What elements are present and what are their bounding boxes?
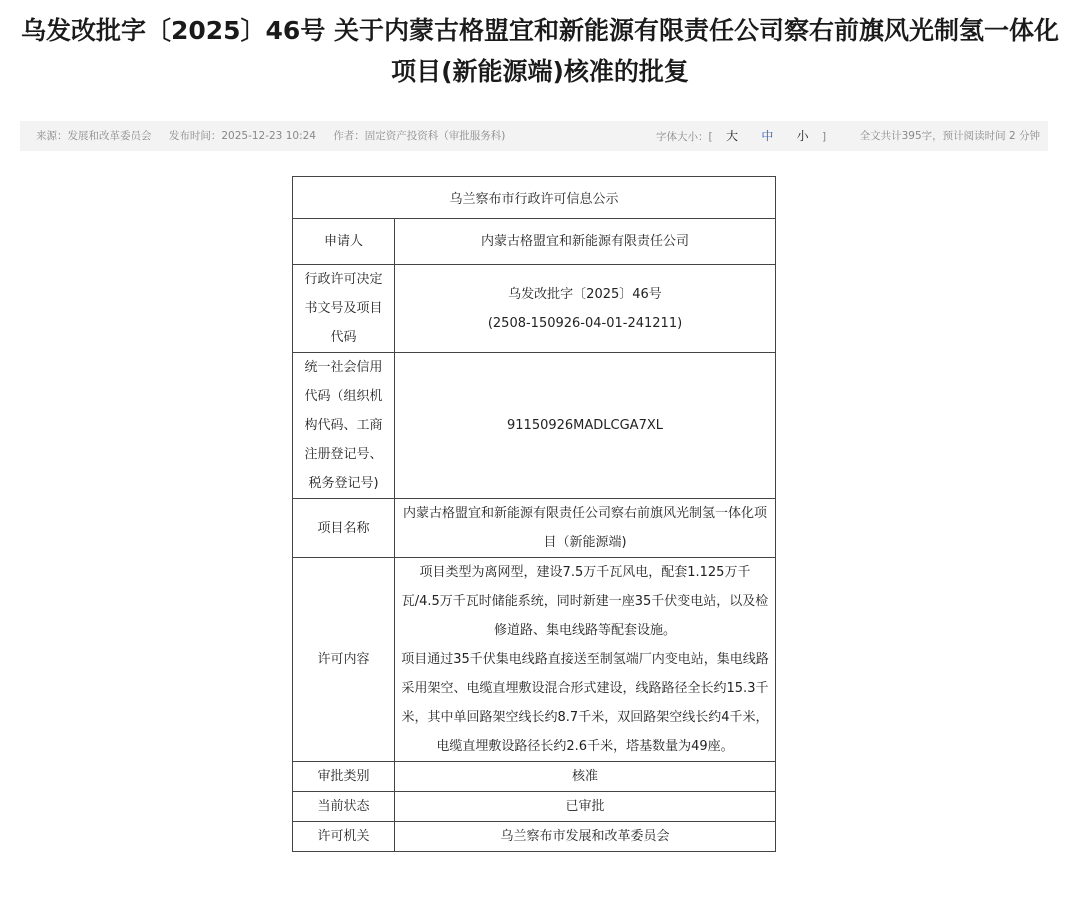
project-code-value: (2508-150926-04-01-241211) [487, 315, 683, 331]
table-header: 乌兰察布市行政许可信息公示 [293, 177, 776, 219]
decision-no-value: 乌发改批字〔2025〕46号 [508, 286, 662, 302]
table-header-row [293, 177, 776, 219]
meta-left-group [36, 121, 519, 151]
row-label-decision-no: 行政许可决定书文号及项目代码 [293, 265, 395, 353]
table-row-authority [293, 822, 776, 852]
permit-content-paragraph-2: 项目通过35千伏集电线路直接送至制氢端厂内变电站，集电线路采用架空、电缆直埋敷设混合形式建设，线路路径全长约15.3千米，其中单回路架空线长约8.7千米，双回路架空线长约4千米，电缆直埋敷设路径长约2.6千米，塔基数量为49座。 [401, 652, 769, 754]
meta-word-count: 全文共计395字，预计阅读时间 2 分钟 [859, 130, 1040, 142]
row-value-permit-content [395, 558, 776, 762]
row-value-applicant: 内蒙古格盟宜和新能源有限责任公司 [395, 219, 776, 265]
meta-source: 来源：发展和改革委员会 [36, 130, 152, 142]
font-size-close-bracket: ] [822, 131, 827, 143]
table-row-decision-no [293, 265, 776, 353]
meta-author: 作者：固定资产投资科（审批服务科) [333, 130, 506, 142]
row-value-status: 已审批 [395, 792, 776, 822]
font-size-label: 字体大小：[ [656, 131, 713, 143]
row-value-approval-type: 核准 [395, 762, 776, 792]
font-size-small-button[interactable]: 小 [796, 129, 809, 143]
row-label-permit-content: 许可内容 [293, 558, 395, 762]
font-size-switcher [656, 121, 826, 152]
permit-content-paragraph-1: 项目类型为离网型，建设7.5万千瓦风电，配套1.125万千瓦/4.5万千瓦时储能系统，同时新建一座35千伏变电站，以及检修道路、集电线路等配套设施。 [401, 565, 769, 638]
meta-publish-time: 发布时间：2025-12-23 10:24 [168, 130, 316, 142]
row-value-credit-code: 91150926MADLCGA7XL [395, 353, 776, 499]
table-row-permit-content [293, 558, 776, 762]
permit-info-table [292, 176, 776, 852]
row-label-applicant: 申请人 [293, 219, 395, 265]
table-row-applicant [293, 219, 776, 265]
article-title: 乌发改批字〔2025〕46号 关于内蒙古格盟宜和新能源有限责任公司察右前旗风光制氢一体化项目(新能源端)核准的批复 [20, 16, 1060, 86]
row-value-project-name: 内蒙古格盟宜和新能源有限责任公司察右前旗风光制氢一体化项目（新能源端) [395, 499, 776, 558]
table-row-project-name [293, 499, 776, 558]
row-label-authority: 许可机关 [293, 822, 395, 852]
font-size-medium-button[interactable]: 中 [761, 129, 774, 143]
table-row-status [293, 792, 776, 822]
row-value-authority: 乌兰察布市发展和改革委员会 [395, 822, 776, 852]
row-label-status: 当前状态 [293, 792, 395, 822]
table-row-credit-code [293, 353, 776, 499]
table-row-approval-type [293, 762, 776, 792]
row-label-credit-code: 统一社会信用代码（组织机构代码、工商注册登记号、税务登记号) [293, 353, 395, 499]
row-label-project-name: 项目名称 [293, 499, 395, 558]
row-value-decision-no [395, 265, 776, 353]
font-size-large-button[interactable]: 大 [725, 129, 738, 143]
row-label-approval-type: 审批类别 [293, 762, 395, 792]
article-meta-bar [20, 121, 1048, 151]
